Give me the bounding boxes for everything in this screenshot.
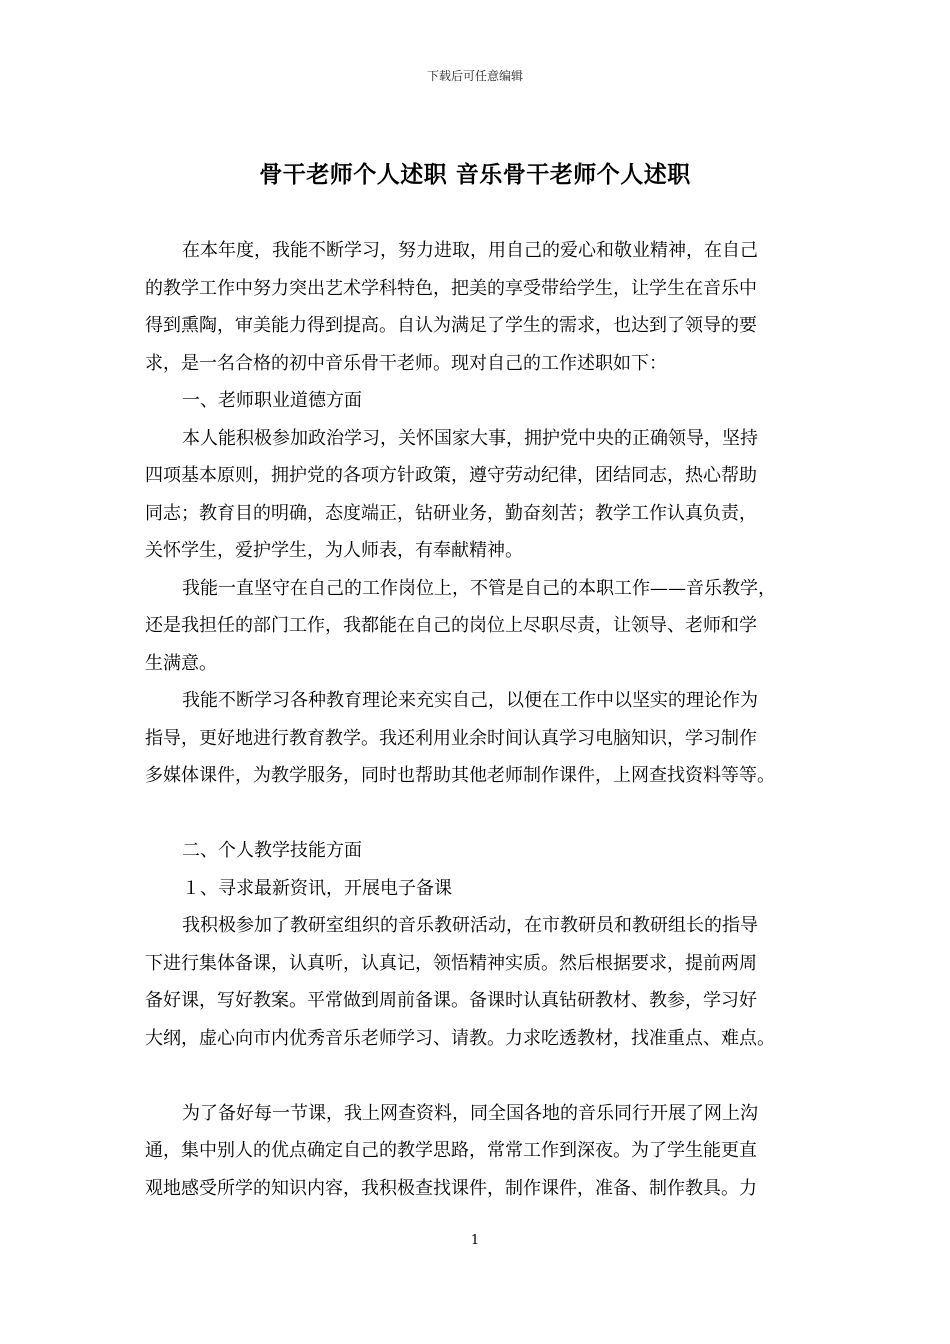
section-heading-ethics: 一、老师职业道德方面	[182, 390, 362, 411]
lesson-prep-paragraph: 我积极参加了教研室组织的音乐教研活动，在市教研员和教研组长的指导 下进行集体备课，认真听，认真记，领悟精神实质。然后根据要求，提前两周 备好课，写好教案。平常做到周前备课。备课时认真钻研教材、教参，学习好 大纲，虚心向市内优秀音乐老师学习、请教。力求吃透教材，找准重点、难点。	[145, 915, 775, 1049]
document-title: 骨干老师个人述职 音乐骨干老师个人述职	[259, 161, 691, 188]
section-heading-skills: 二、个人教学技能方面	[182, 840, 362, 861]
subheading-lesson-prep: １、寻求最新资讯，开展电子备课	[182, 877, 452, 899]
online-research-paragraph: 为了备好每一节课，我上网查资料，同全国各地的音乐同行开展了网上沟 通，集中别人的优点确定自己的教学思路，常常工作到深夜。为了学生能更直 观地感受所学的知识内容，我积极查找课件，制作课件，准备、制作教具。力	[145, 1102, 758, 1199]
learning-paragraph: 我能不断学习各种教育理论来充实自己，以便在工作中以坚实的理论作为 指导，更好地进行教育教学。我还利用业余时间认真学习电脑知识，学习制作 多媒体课件，为教学服务，同时也帮助其他老师制作课件，上网查找资料等等。	[145, 690, 775, 786]
document-body	[145, 232, 811, 1207]
paragraph-gap	[145, 795, 811, 833]
ethics-paragraph: 本人能积极参加政治学习，关怀国家大事，拥护党中央的正确领导，坚持 四项基本原则，拥护党的各项方针政策，遵守劳动纪律，团结同志，热心帮助 同志；教育目的明确，态度端正，钻研业务，勤奋刻苦；教学工作认真负责， 关怀学生，爱护学生，为人师表，有奉献精神。	[145, 427, 758, 561]
dedication-paragraph: 我能一直坚守在自己的工作岗位上，不管是自己的本职工作——音乐教学， 还是我担任的部门工作，我都能在自己的岗位上尽职尽责，让领导、老师和学 生满意。	[145, 577, 776, 674]
paragraph-gap	[145, 1057, 811, 1095]
page-number: 1	[470, 1233, 480, 1248]
intro-paragraph: 在本年度，我能不断学习，努力进取，用自己的爱心和敬业精神，在自己 的教学工作中努力突出艺术学科特色，把美的享受带给学生，让学生在音乐中 得到熏陶，审美能力得到提高。自认为满足了学生的需求，也达到了领导的要 求，是一名合格的初中音乐骨干老师。现对自己的工作述职如下：	[145, 240, 758, 374]
header-note: 下载后可任意编辑	[426, 69, 523, 83]
